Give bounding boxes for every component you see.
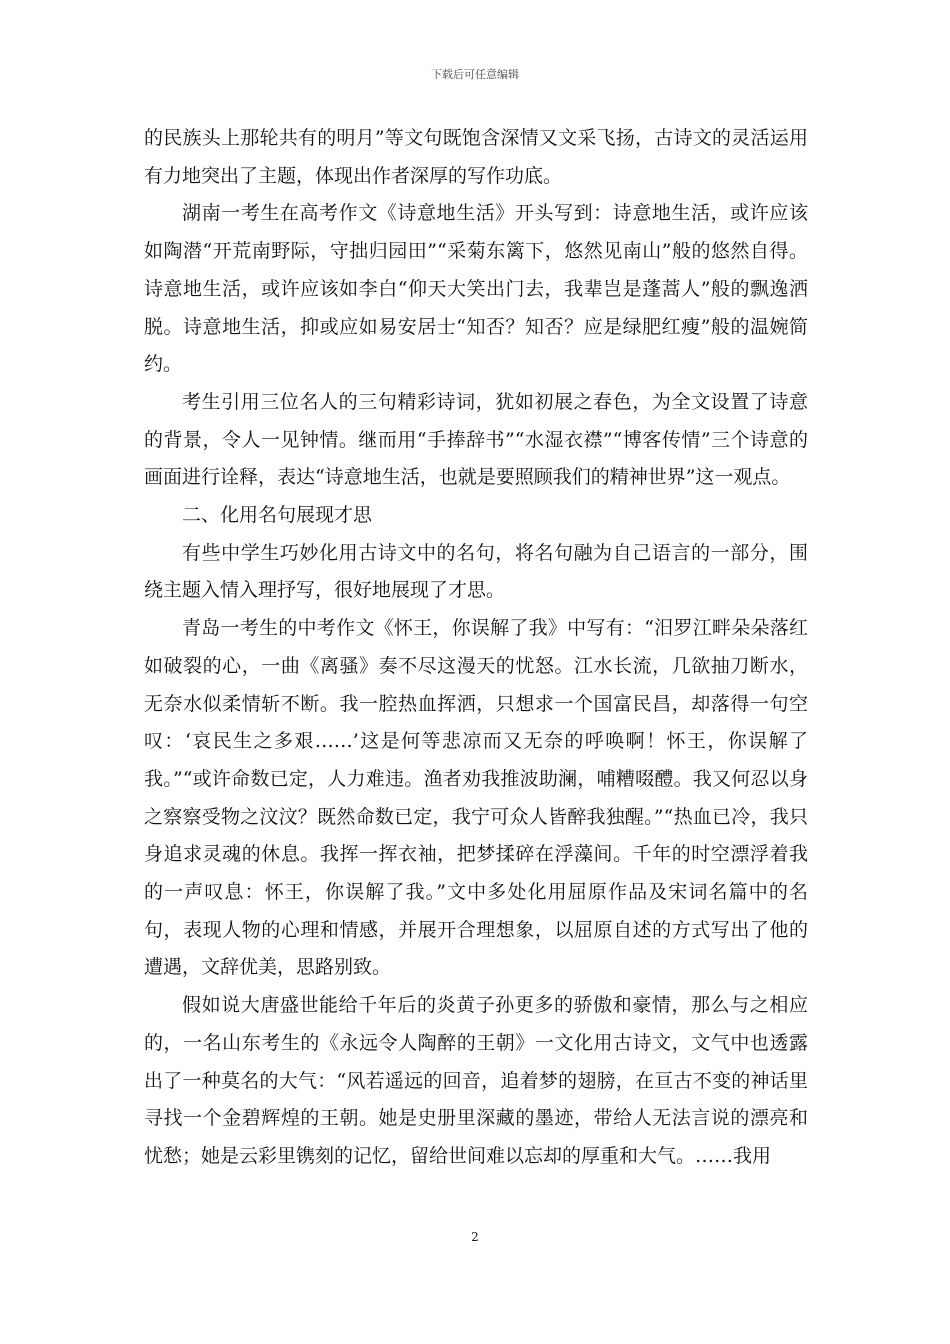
paragraph: 的民族头上那轮共有的明月”等文句既饱含深情又文采飞扬，古诗文的灵活运用有力地突出了主题，体现出作者深厚的写作功底。: [144, 127, 808, 187]
page-number: 2: [471, 1230, 479, 1244]
document-body: [144, 120, 808, 1176]
paragraph: 湖南一考生在高考作文《诗意地生活》开头写到：诗意地生活，或许应该如陶潜“开荒南野际，守拙归园田”“采菊东篱下，悠然见南山”般的悠然自得。诗意地生活，或许应该如李白“仰天大笑出门去，我辈岂是蓬蒿人”般的飘逸洒脱。诗意地生活，抑或应如易安居士“知否？知否？应是绿肥红瘦”般的温婉简约。: [144, 202, 808, 376]
section-heading: 二、化用名句展现才思: [182, 504, 373, 527]
paragraph: 青岛一考生的中考作文《怀王，你误解了我》中写有：“汨罗江畔朵朵落红如破裂的心，一曲《离骚》奏不尽这漫天的忧怒。江水长流，几欲抽刀断水，无奈水似柔情斩不断。我一腔热血挥洒，只想求一个国富民昌，却落得一句空叹：‘哀民生之多艰……’这是何等悲凉而又无奈的呼唤啊！怀王，你误解了我。”“或许命数已定，人力难违。渔者劝我推波助澜，哺糟啜醴。我又何忍以身之察察受物之汶汶？既然命数已定，我宁可众人皆醉我独醒。”“热血已冷，我只身追求灵魂的休息。我挥一挥衣袖，把梦揉碎在浮藻间。千年的时空漂浮着我的一声叹息：怀王，你误解了我。”文中多处化用屈原作品及宋词名篇中的名句，表现人物的心理和情感，并展开合理想象，以屈原自述的方式写出了他的遭遇，文辞优美，思路别致。: [144, 617, 808, 979]
paragraph: 假如说大唐盛世能给千年后的炎黄子孙更多的骄傲和豪情，那么与之相应的，一名山东考生的《永远令人陶醉的王朝》一文化用古诗文，文气中也透露出了一种莫名的大气：“风若遥远的回音，追着梦的翅膀，在亘古不变的神话里寻找一个金碧辉煌的王朝。她是史册里深藏的墨迹，带给人无法言说的漂亮和忧愁；她是云彩里镌刻的记忆，留给世间难以忘却的厚重和大气。……我用: [144, 994, 808, 1167]
paragraph: 有些中学生巧妙化用古诗文中的名句，将名句融为自己语言的一部分，围绕主题入情入理抒写，很好地展现了才思。: [144, 541, 808, 602]
page-header: 下载后可任意编辑: [431, 68, 519, 81]
paragraph: 考生引用三位名人的三句精彩诗词，犹如初展之春色，为全文设置了诗意的背景，令人一见钟情。继而用“手捧辞书”“水湿衣襟”“博客传情”三个诗意的画面进行诠释，表达“诗意地生活，也就是要照顾我们的精神世界”这一观点。: [144, 390, 808, 489]
